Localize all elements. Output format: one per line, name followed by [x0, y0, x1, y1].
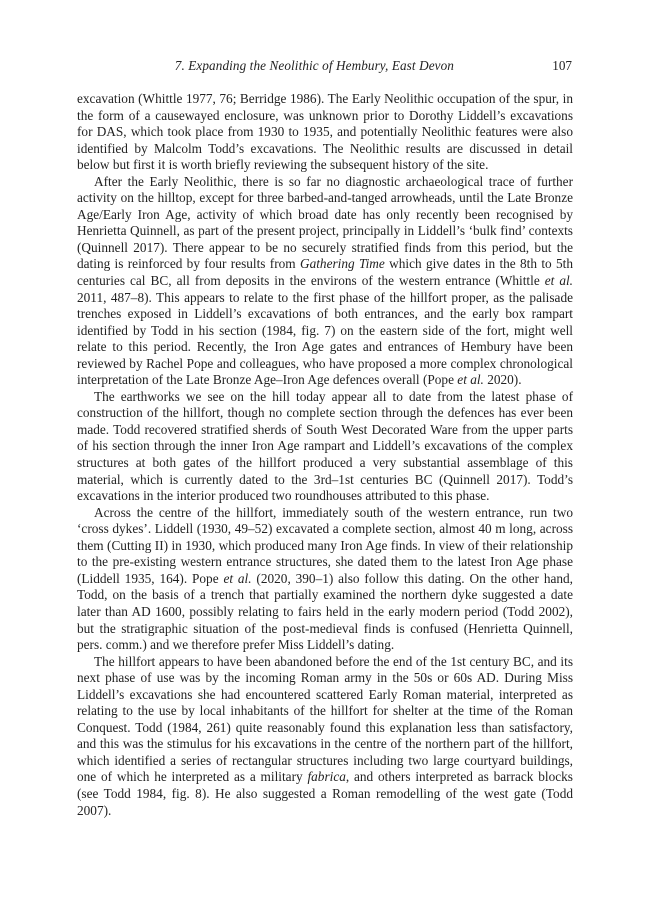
italic-text: Gathering Time	[299, 256, 385, 272]
italic-text: et al.	[544, 273, 574, 289]
page-number: 107	[552, 58, 572, 73]
body-text	[77, 91, 573, 819]
text-run: (2020, 390–1) also follow this dating. On the other hand, Todd, on the basis of a trench that partially examined the northern dyke suggested a date later than AD 1600, possibly relating to fairs held in the early modern period (Todd 2002), but the stratigraphic situation of the post-medieval finds is confused (Henrietta Quinnell, pers. comm.) and we therefore prefer Miss Liddell’s dating.	[77, 570, 574, 653]
paragraph	[77, 654, 573, 819]
italic-text: et al.	[223, 570, 252, 586]
paragraph	[77, 389, 573, 505]
text-run: After the Early Neolithic, there is so far no diagnostic archaeological trace of further activity on the hilltop, except for three barbed-and-tanged arrowheads, until the Late Bronze Age/Early Iron Age, activity of which broad date has only recently been recognised by Henrietta Quinnell, as part of the present project, principally in Liddell’s ‘bulk find’ contexts (Quinnell 2017). There appear to be no securely stratified finds from this period, but the dating is reinforced by four results from	[77, 173, 573, 272]
running-head	[0, 58, 650, 76]
text-run: The hillfort appears to have been abandoned before the end of the 1st century BC, and its next phase of use was by the incoming Roman army in the 50s or 60s AD. During Miss Liddell’s excavations she had encountered scattered Early Roman material, interpreted as relating to the use by local inhabitants of the hillfort for shelter at the time of the Roman Conquest. Todd (1984, 261) quite reasonably found this explanation less than satisfactory, and this was the stimulus for his excavations in the centre of the northern part of the hillfort, which identified a series of rectangular structures including two large courtyard buildings, one of which he interpreted as a military	[77, 653, 573, 785]
italic-text: et al.	[457, 372, 484, 388]
italic-text: fabrica	[307, 769, 346, 785]
text-run: The earthworks we see on the hill today appear all to date from the latest phase of construction of the hillfort, though no complete section through the defences has ever been made. Todd recovered stratified sherds of South West Decorated Ware from the upper parts of his section through the inner Iron Age rampart and Liddell’s excavations of the complex structures at both gates of the hillfort produced a very substantial assemblage of this material, which is currently dated to the 3rd–1st centuries BC (Quinnell 2017). Todd’s excavations in the interior produced two roundhouses attributed to this phase.	[77, 388, 573, 504]
paragraph	[77, 91, 573, 174]
text-run: , and others interpreted as barrack blocks (see Todd 1984, fig. 8). He also suggested a Roman remodelling of the west gate (Todd 2007).	[77, 769, 573, 818]
paragraph	[77, 174, 573, 389]
text-run: 2020).	[483, 372, 522, 388]
text-run: Across the centre of the hillfort, immediately south of the western entrance, run two ‘cross dykes’. Liddell (1930, 49–52) excavated a complete section, almost 40 m long, across them (Cutting II) in 1930, which produced many Iron Age finds. In view of their relationship to the pre-existing western entrance structures, she dated them to the latest Iron Age phase (Liddell 1935, 164). Pope	[77, 504, 573, 586]
paragraph	[77, 505, 573, 654]
chapter-title: 7. Expanding the Neolithic of Hembury, East Devon	[174, 58, 454, 73]
text-run: 2011, 487–8). This appears to relate to the first phase of the hillfort proper, as the palisade trenches exposed in Liddell’s excavations of both entrances, and the early box rampart identified by Todd in his section (1984, fig. 7) on the eastern side of the fort, might well relate to this period. Recently, the Iron Age gates and entrances of Hembury have been reviewed by Rachel Pope and colleagues, who have proposed a more complex chronological interpretation of the Late Bronze Age–Iron Age defences overall (Pope	[77, 289, 573, 388]
text-run: which give dates in the 8th to 5th centuries cal BC, all from deposits in the environs of the western entrance (Whittle	[77, 256, 573, 289]
text-run: excavation (Whittle 1977, 76; Berridge 1986). The Early Neolithic occupation of the spur, in the form of a causewayed enclosure, was unknown prior to Dorothy Liddell’s excavations for DAS, which took place from 1930 to 1935, and potentially Neolithic features were also identified by Malcolm Todd’s excavations. The Neolithic results are discussed in detail below but first it is worth briefly reviewing the subsequent history of the site.	[77, 91, 573, 173]
